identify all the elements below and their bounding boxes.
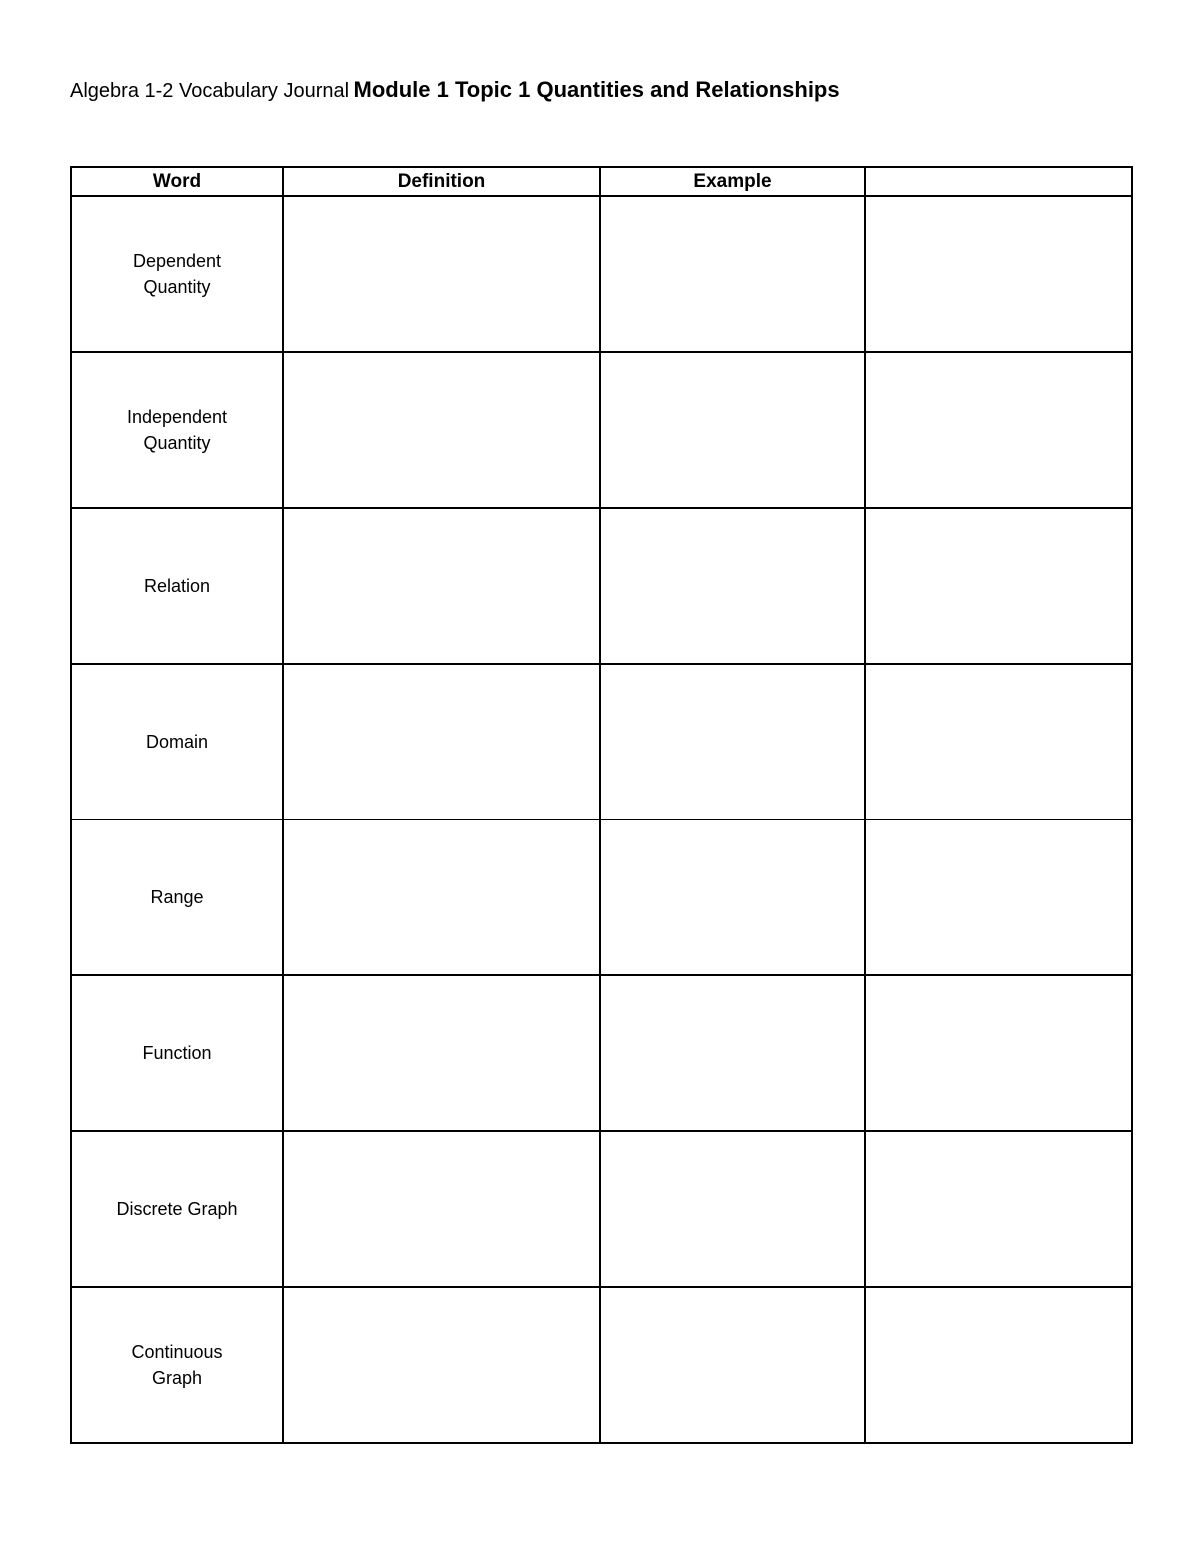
definition-cell[interactable] (283, 352, 600, 508)
word-label: Independent Quantity (126, 407, 228, 453)
example-cell[interactable] (600, 664, 865, 820)
word-label: Discrete Graph (116, 1199, 238, 1219)
extra-cell[interactable] (865, 508, 1132, 664)
table-row (71, 664, 1132, 820)
column-header-definition: Definition (283, 167, 600, 196)
table-row (71, 196, 1132, 352)
extra-cell[interactable] (865, 196, 1132, 352)
word-cell (71, 820, 283, 976)
table-row (71, 1131, 1132, 1287)
extra-cell[interactable] (865, 1131, 1132, 1287)
example-cell[interactable] (600, 352, 865, 508)
definition-cell[interactable] (283, 196, 600, 352)
word-label: Range (150, 887, 204, 907)
example-cell[interactable] (600, 975, 865, 1131)
word-cell (71, 975, 283, 1131)
title-prefix: Algebra 1-2 Vocabulary Journal (70, 80, 350, 102)
title-main: Module 1 Topic 1 Quantities and Relationships (353, 77, 840, 102)
vocabulary-table (70, 166, 1133, 1444)
definition-cell[interactable] (283, 975, 600, 1131)
word-cell (71, 196, 283, 352)
table-row (71, 508, 1132, 664)
page-title (70, 74, 840, 109)
word-cell (71, 1131, 283, 1287)
example-cell[interactable] (600, 196, 865, 352)
definition-cell[interactable] (283, 508, 600, 664)
definition-cell[interactable] (283, 664, 600, 820)
word-label: Function (142, 1043, 212, 1063)
definition-cell[interactable] (283, 1131, 600, 1287)
example-cell[interactable] (600, 820, 865, 976)
header-row (71, 167, 1132, 196)
word-cell (71, 352, 283, 508)
extra-cell[interactable] (865, 1287, 1132, 1443)
extra-cell[interactable] (865, 352, 1132, 508)
word-label: Relation (143, 576, 211, 596)
word-cell (71, 664, 283, 820)
extra-cell[interactable] (865, 664, 1132, 820)
table-row (71, 820, 1132, 976)
column-header-example: Example (600, 167, 865, 196)
column-header-extra (865, 167, 1132, 196)
definition-cell[interactable] (283, 1287, 600, 1443)
word-cell (71, 508, 283, 664)
word-label: Domain (145, 732, 209, 752)
example-cell[interactable] (600, 1287, 865, 1443)
table-row (71, 975, 1132, 1131)
extra-cell[interactable] (865, 975, 1132, 1131)
word-label: Dependent Quantity (132, 251, 222, 297)
extra-cell[interactable] (865, 820, 1132, 976)
definition-cell[interactable] (283, 820, 600, 976)
example-cell[interactable] (600, 1131, 865, 1287)
table-row (71, 1287, 1132, 1443)
word-cell (71, 1287, 283, 1443)
column-header-word: Word (71, 167, 283, 196)
example-cell[interactable] (600, 508, 865, 664)
word-label: Continuous Graph (131, 1342, 223, 1388)
table-row (71, 352, 1132, 508)
